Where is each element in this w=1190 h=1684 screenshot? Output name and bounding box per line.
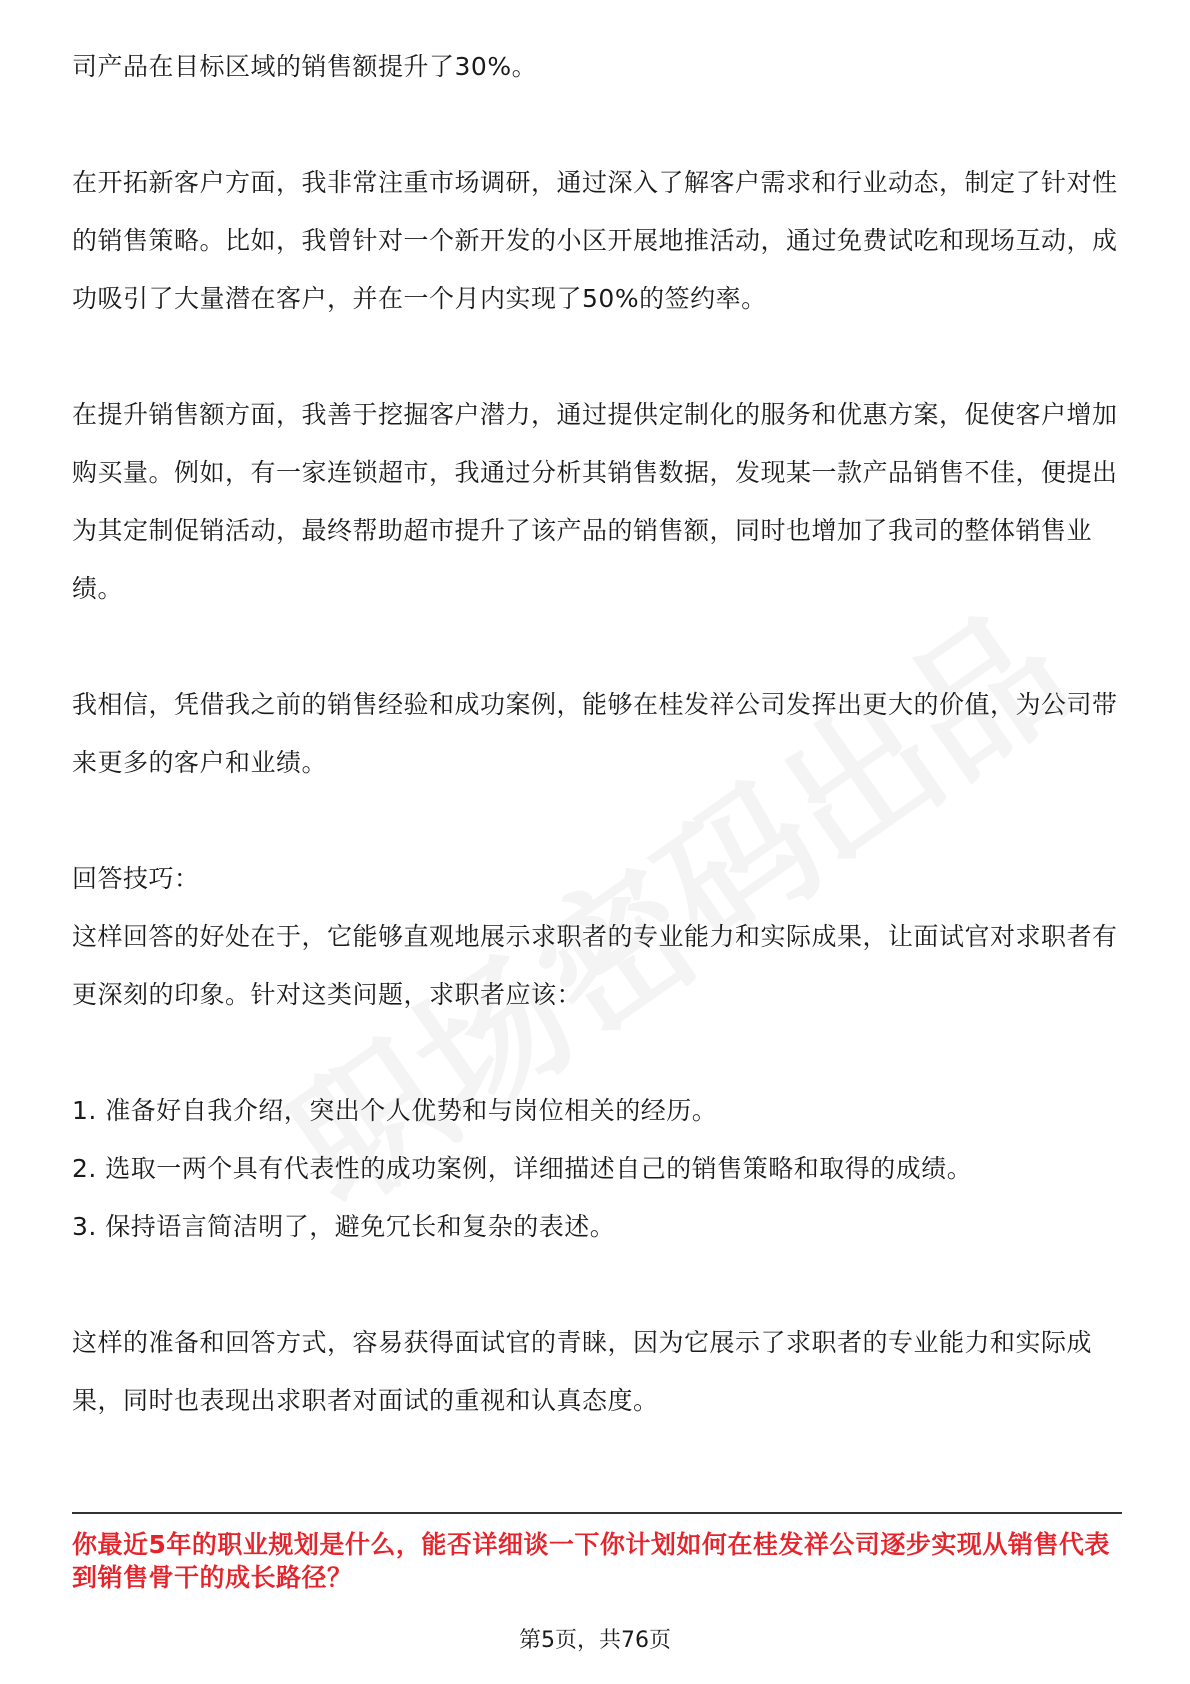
next-question-heading: 你最近5年的职业规划是什么，能否详细谈一下你计划如何在桂发祥公司逐步实现从销售代表到销售骨干的成长路径？ — [72, 1530, 1110, 1592]
tips-list-item: 2. 选取一两个具有代表性的成功案例，详细描述自己的销售策略和取得的成绩。 — [72, 1154, 973, 1183]
paragraph-sales-result: 司产品在目标区域的销售额提升了30%。 — [72, 52, 538, 81]
section-divider — [72, 1512, 1122, 1514]
paragraph-summary: 这样的准备和回答方式，容易获得面试官的青睐，因为它展示了求职者的专业能力和实际成果，同时也表现出求职者对面试的重视和认真态度。 — [72, 1328, 1093, 1415]
paragraph-tips-intro: 这样回答的好处在于，它能够直观地展示求职者的专业能力和实际成果，让面试官对求职者有更深刻的印象。针对这类问题，求职者应该： — [72, 922, 1118, 1009]
tips-list-item: 1. 准备好自我介绍，突出个人优势和与岗位相关的经历。 — [72, 1096, 718, 1125]
answer-body — [72, 38, 1122, 1430]
tips-heading: 回答技巧： — [72, 864, 200, 893]
paragraph-new-customers: 在开拓新客户方面，我非常注重市场调研，通过深入了解客户需求和行业动态，制定了针对性的销售策略。比如，我曾针对一个新开发的小区开展地推活动，通过免费试吃和现场互动，成功吸引了大量潜在客户，并在一个月内实现了50%的签约率。 — [72, 168, 1118, 313]
paragraph-increase-sales: 在提升销售额方面，我善于挖掘客户潜力，通过提供定制化的服务和优惠方案，促使客户增加购买量。例如，有一家连锁超市，我通过分析其销售数据，发现某一款产品销售不佳，便提出为其定制促销活动，最终帮助超市提升了该产品的销售额，同时也增加了我司的整体销售业绩。 — [72, 400, 1118, 603]
tips-list-item: 3. 保持语言简洁明了，避免冗长和复杂的表述。 — [72, 1212, 616, 1241]
paragraph-conclusion: 我相信，凭借我之前的销售经验和成功案例，能够在桂发祥公司发挥出更大的价值，为公司带来更多的客户和业绩。 — [72, 690, 1118, 777]
page-number: 第5页，共76页 — [519, 1628, 671, 1653]
